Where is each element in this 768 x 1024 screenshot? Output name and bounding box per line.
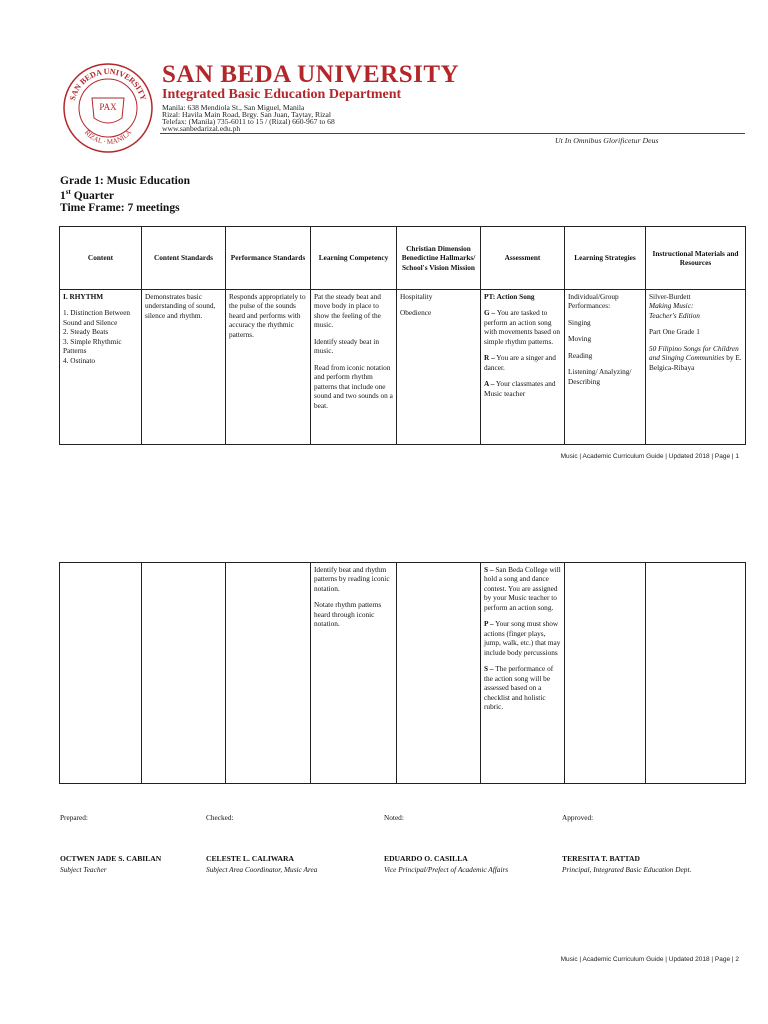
page-footer-2: Music | Academic Curriculum Guide | Updated 2018 | Page | 2 xyxy=(560,956,739,963)
header-performance-standards: Performance Standards xyxy=(226,227,311,290)
curriculum-table-continued xyxy=(59,562,746,784)
noted-label: Noted: xyxy=(384,813,404,822)
content-heading: I. RHYTHM xyxy=(63,292,104,301)
website: www.sanbedarizal.edu.ph xyxy=(162,124,241,133)
assessment-goal: G – You are tasked to perform an action song with movements based on simple rhythm patterns. xyxy=(484,308,560,346)
cell-assessment xyxy=(481,290,565,445)
strategy-item: Moving xyxy=(568,334,592,344)
approver-role: Principal, Integrated Basic Education Dept. xyxy=(562,865,692,874)
address-manila: Manila: 638 Mendiola St., San Miguel, Manila xyxy=(162,103,305,112)
telefax: Telefax: (Manila) 735-6011 to 15 / (Rizal) 660-967 to 68 xyxy=(162,117,335,126)
header-content-standards: Content Standards xyxy=(142,227,226,290)
table-row xyxy=(60,290,746,445)
competency-item: Notate rhythm patterns heard through iconic notation. xyxy=(314,600,382,629)
header-content: Content xyxy=(60,227,142,290)
prepared-label: Prepared: xyxy=(60,813,88,822)
header-materials: Instructional Materials and Resources xyxy=(646,227,746,290)
cell-performance-standards xyxy=(226,563,311,784)
checker-role: Subject Area Coordinator, Music Area xyxy=(206,865,318,874)
curriculum-table xyxy=(59,226,746,445)
material-edition: Teacher's Edition xyxy=(649,310,700,320)
table-header-row xyxy=(60,227,746,290)
seal-text-bottom: RIZAL · MANILA xyxy=(82,128,134,147)
material-grade: Part One Grade 1 xyxy=(649,327,700,337)
strategy-item: Individual/Group Performances: xyxy=(568,292,619,311)
cell-materials xyxy=(646,563,746,784)
assessment-product: P – Your song must show actions (finger plays, jump, walk, etc.) that may include body percussions xyxy=(484,619,561,657)
cell-competency xyxy=(311,563,397,784)
seal-text-top: SAN BEDA UNIVERSITY xyxy=(67,66,149,102)
assessment-heading: PT: Action Song xyxy=(484,292,535,301)
preparer-name: OCTWEN JADE S. CABILAN xyxy=(60,854,162,863)
content-items: 1. Distinction Between Sound and Silence 2. Steady Beats 3. Simple Rhythmic Patterns 4. Ostinato xyxy=(63,308,131,365)
noter-name: EDUARDO O. CASILLA xyxy=(384,854,468,863)
university-name: SAN BEDA UNIVERSITY xyxy=(162,61,460,88)
time-frame: Time Frame: 7 meetings xyxy=(60,202,180,214)
cell-strategies xyxy=(565,290,646,445)
material-title: Making Music: xyxy=(649,301,694,311)
header-learning-strategies: Learning Strategies xyxy=(565,227,646,290)
department-name: Integrated Basic Education Department xyxy=(162,87,402,102)
seal-center: PAX xyxy=(99,102,117,112)
material-publisher: Silver-Burdett xyxy=(649,292,691,301)
cell-strategies xyxy=(565,563,646,784)
strategy-item: Singing xyxy=(568,317,591,327)
cell-performance-standards: Responds appropriately to the pulse of the sounds heard and performs with accuracy the rhythmic patterns. xyxy=(226,290,311,445)
competency-item: Identify beat and rhythm patterns by reading iconic notation. xyxy=(314,565,390,593)
assessment-standards: S – The performance of the action song will be assessed based on a checklist and holistic rubric. xyxy=(484,664,554,712)
cell-competency xyxy=(311,290,397,445)
strategy-item: Listening/ Analyzing/ Describing xyxy=(568,367,632,386)
checker-name: CELESTE L. CALIWARA xyxy=(206,854,294,863)
assessment-audience: A – Your classmates and Music teacher xyxy=(484,379,556,398)
material-book2: 50 Filipino Songs for Children and Singing Communities by E. Belgica-Ribaya xyxy=(649,343,742,372)
cell-content-standards xyxy=(142,563,226,784)
cell-christian-dimension xyxy=(397,290,481,445)
strategy-item: Reading xyxy=(568,350,593,360)
preparer-role: Subject Teacher xyxy=(60,865,107,874)
cell-assessment xyxy=(481,563,565,784)
table-row xyxy=(60,563,746,784)
checked-label: Checked: xyxy=(206,813,234,822)
quarter: 1st Quarter xyxy=(60,188,114,202)
assessment-situation: S – San Beda College will hold a song and dance contest. You are assigned by your Music teacher to perform an action song. xyxy=(484,565,561,612)
approved-label: Approved: xyxy=(562,813,594,822)
svg-text:SAN BEDA UNIVERSITY xyxy=(68,67,148,102)
university-seal xyxy=(62,62,154,154)
cell-content-standards: Demonstrates basic understanding of sound, silence and rhythm. xyxy=(142,290,226,445)
header-assessment: Assessment xyxy=(481,227,565,290)
cell-content xyxy=(60,290,142,445)
header-divider xyxy=(160,133,745,134)
page-footer-1: Music | Academic Curriculum Guide | Updated 2018 | Page | 1 xyxy=(560,453,739,460)
hallmark-item: Obedience xyxy=(400,308,432,318)
cell-content xyxy=(60,563,142,784)
approver-name: TERESITA T. BATTAD xyxy=(562,854,641,863)
noter-role: Vice Principal/Prefect of Academic Affairs xyxy=(384,865,509,874)
assessment-role: R – You are a singer and dancer. xyxy=(484,353,556,372)
competency-item: Read from iconic notation and perform rhythm patterns that include one sound and two sounds on a beat. xyxy=(314,362,393,410)
hallmark-item: Hospitality xyxy=(400,292,433,301)
grade-subject: Grade 1: Music Education xyxy=(60,175,191,187)
cell-materials xyxy=(646,290,746,445)
cell-christian-dimension xyxy=(397,563,481,784)
competency-item: Identify steady beat in music. xyxy=(314,336,380,356)
header-christian-dimension: Christian Dimension Benedictine Hallmarks/ School's Vision Mission xyxy=(397,227,481,290)
header-learning-competency: Learning Competency xyxy=(311,227,397,290)
motto: Ut In Omnibus Glorificetur Deus xyxy=(555,136,659,145)
competency-item: Pat the steady beat and move body in place to show the feeling of the music. xyxy=(314,292,381,330)
address-rizal: Rizal: Havila Main Road, Brgy. San Juan, Taytay, Rizal xyxy=(162,110,332,119)
